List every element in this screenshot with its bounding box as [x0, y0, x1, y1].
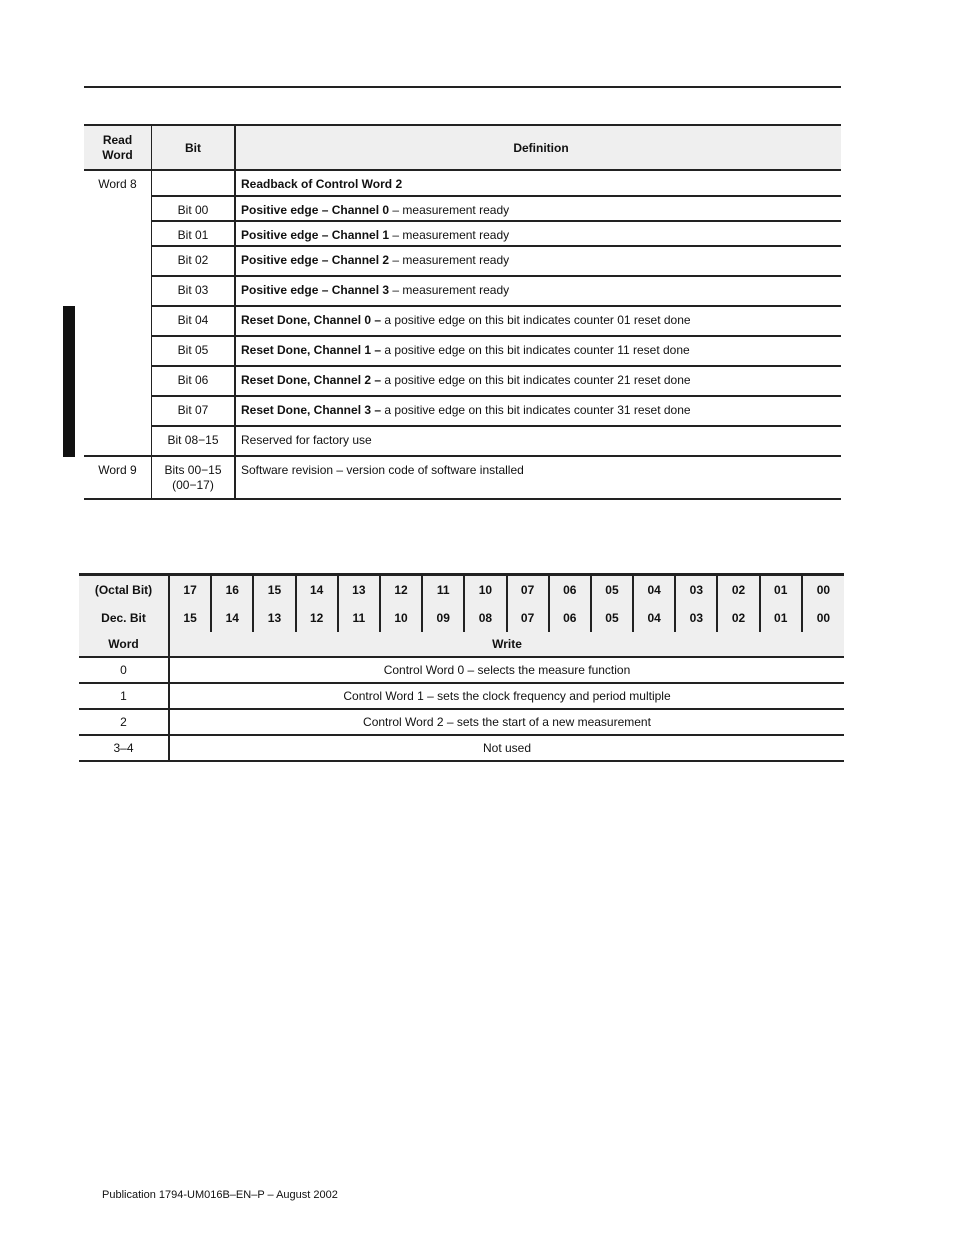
- definition-cell: [235, 306, 841, 336]
- bit-number-cell: 04: [633, 575, 675, 605]
- read-word-cell: [84, 221, 152, 246]
- bit-cell: Bit 05: [152, 336, 236, 366]
- bit-number-cell: 14: [296, 575, 338, 605]
- write-word-cell: 0: [79, 657, 169, 683]
- bit-number-cell: 14: [211, 604, 253, 632]
- definition-text: – measurement ready: [389, 283, 510, 297]
- bit-cell: Bit 03: [152, 276, 236, 306]
- bit-number-cell: 16: [211, 575, 253, 605]
- bit-cell: Bit 06: [152, 366, 236, 396]
- definition-bold-text: Positive edge – Channel 0: [241, 203, 390, 217]
- definition-bold-text: Reset Done, Channel 0 –: [241, 313, 382, 327]
- table-row: [84, 170, 841, 196]
- table-row: [79, 709, 844, 735]
- bit-cell: Bit 08−15: [152, 426, 236, 456]
- octal-bit-row: [79, 575, 844, 605]
- bit-number-cell: 01: [760, 575, 802, 605]
- read-word-table-header: [84, 125, 841, 170]
- definition-cell: [235, 426, 841, 456]
- read-word-cell: [84, 196, 152, 221]
- write-word-cell: 1: [79, 683, 169, 709]
- definition-bold-text: Positive edge – Channel 2: [241, 253, 390, 267]
- chapter-side-tab: [63, 306, 75, 457]
- table-row: [84, 196, 841, 221]
- bit-number-cell: 06: [549, 575, 591, 605]
- bit-cell: Bit 07: [152, 396, 236, 426]
- table-row: [79, 657, 844, 683]
- definition-header: Definition: [235, 125, 841, 170]
- table-row: [84, 221, 841, 246]
- octal-bit-row-label: (Octal Bit): [79, 575, 169, 605]
- read-word-cell: [84, 336, 152, 366]
- bit-number-cell: 09: [422, 604, 464, 632]
- read-word-table: [84, 124, 841, 500]
- write-description-cell: Control Word 1 – sets the clock frequency and period multiple: [169, 683, 844, 709]
- bit-number-cell: 05: [591, 575, 633, 605]
- table-row: [84, 246, 841, 276]
- bit-number-cell: 17: [169, 575, 211, 605]
- bit-number-cell: 13: [253, 604, 295, 632]
- definition-text: – measurement ready: [389, 228, 510, 242]
- definition-bold-text: Reset Done, Channel 1 –: [241, 343, 382, 357]
- bit-number-cell: 03: [675, 604, 717, 632]
- definition-text: a positive edge on this bit indicates counter 21 reset done: [381, 373, 691, 387]
- definition-text: Software revision – version code of software installed: [241, 463, 524, 477]
- read-word-cell: Word 9: [84, 456, 152, 499]
- table-row: [84, 426, 841, 456]
- definition-cell: [235, 170, 841, 196]
- bit-number-cell: 04: [633, 604, 675, 632]
- definition-text: a positive edge on this bit indicates counter 11 reset done: [381, 343, 690, 357]
- read-word-cell: [84, 366, 152, 396]
- bit-number-cell: 11: [338, 604, 380, 632]
- definition-bold-text: Positive edge – Channel 1: [241, 228, 390, 242]
- bit-number-cell: 00: [802, 604, 844, 632]
- definition-bold-text: Reset Done, Channel 3 –: [241, 403, 382, 417]
- definition-cell: [235, 396, 841, 426]
- read-word-cell: [84, 246, 152, 276]
- bit-number-cell: 00: [802, 575, 844, 605]
- write-word-table: [79, 573, 844, 762]
- definition-cell: [235, 246, 841, 276]
- decimal-bit-row: [79, 604, 844, 632]
- write-header: Write: [169, 632, 844, 657]
- definition-text: a positive edge on this bit indicates counter 01 reset done: [381, 313, 691, 327]
- bit-number-cell: 07: [507, 604, 549, 632]
- definition-bold-text: Readback of Control Word 2: [241, 177, 403, 191]
- bit-header: Bit: [152, 125, 236, 170]
- table-row: [84, 396, 841, 426]
- read-word-cell: Word 8: [98, 177, 137, 191]
- write-word-cell: 2: [79, 709, 169, 735]
- bit-number-cell: 10: [380, 604, 422, 632]
- definition-cell: [235, 366, 841, 396]
- definition-text: a positive edge on this bit indicates counter 31 reset done: [381, 403, 691, 417]
- definition-cell: [235, 196, 841, 221]
- bit-number-cell: 02: [717, 575, 759, 605]
- table-row: [84, 306, 841, 336]
- table-row: [79, 735, 844, 761]
- definition-cell: [235, 336, 841, 366]
- top-rule: [84, 86, 841, 88]
- definition-cell: [235, 221, 841, 246]
- definition-text: Reserved for factory use: [241, 433, 372, 447]
- read-word-cell: [84, 306, 152, 336]
- bit-number-cell: 08: [464, 604, 506, 632]
- bit-number-cell: 13: [338, 575, 380, 605]
- bit-number-cell: 12: [380, 575, 422, 605]
- table-row: [84, 336, 841, 366]
- write-description-cell: Control Word 0 – selects the measure function: [169, 657, 844, 683]
- write-word-table-body: [79, 575, 844, 762]
- bit-number-cell: 01: [760, 604, 802, 632]
- bit-cell: [152, 170, 236, 196]
- bit-number-cell: 07: [507, 575, 549, 605]
- bit-number-cell: 06: [549, 604, 591, 632]
- read-word-cell: [84, 426, 152, 456]
- write-word-cell: 3–4: [79, 735, 169, 761]
- table-row: [84, 456, 841, 499]
- definition-cell: [235, 456, 841, 499]
- table-row: [79, 683, 844, 709]
- bit-cell: Bit 00: [152, 196, 236, 221]
- definition-cell: [235, 276, 841, 306]
- definition-bold-text: Reset Done, Channel 2 –: [241, 373, 382, 387]
- word-write-header-row: [79, 632, 844, 657]
- bit-number-cell: 10: [464, 575, 506, 605]
- decimal-bit-row-label: Dec. Bit: [79, 604, 169, 632]
- write-description-cell: Control Word 2 – sets the start of a new measurement: [169, 709, 844, 735]
- bit-number-cell: 12: [296, 604, 338, 632]
- table-row: [84, 276, 841, 306]
- read-word-cell: [84, 276, 152, 306]
- read-word-header: Read Word: [84, 125, 152, 170]
- definition-bold-text: Positive edge – Channel 3: [241, 283, 390, 297]
- bit-number-cell: 05: [591, 604, 633, 632]
- bit-cell: Bit 01: [152, 221, 236, 246]
- write-description-cell: Not used: [169, 735, 844, 761]
- word-header: Word: [79, 632, 169, 657]
- definition-text: – measurement ready: [389, 253, 510, 267]
- table-row: [84, 366, 841, 396]
- bit-number-cell: 15: [253, 575, 295, 605]
- read-word-table-body: [84, 170, 841, 499]
- read-word-cell: [84, 396, 152, 426]
- bit-number-cell: 02: [717, 604, 759, 632]
- bit-cell: Bit 02: [152, 246, 236, 276]
- bit-cell: Bit 04: [152, 306, 236, 336]
- bit-number-cell: 11: [422, 575, 464, 605]
- bit-number-cell: 03: [675, 575, 717, 605]
- definition-text: – measurement ready: [389, 203, 510, 217]
- bit-number-cell: 15: [169, 604, 211, 632]
- bit-cell: Bits 00−15 (00−17): [152, 456, 236, 499]
- publication-footer: Publication 1794-UM016B–EN–P – August 2002: [102, 1189, 338, 1201]
